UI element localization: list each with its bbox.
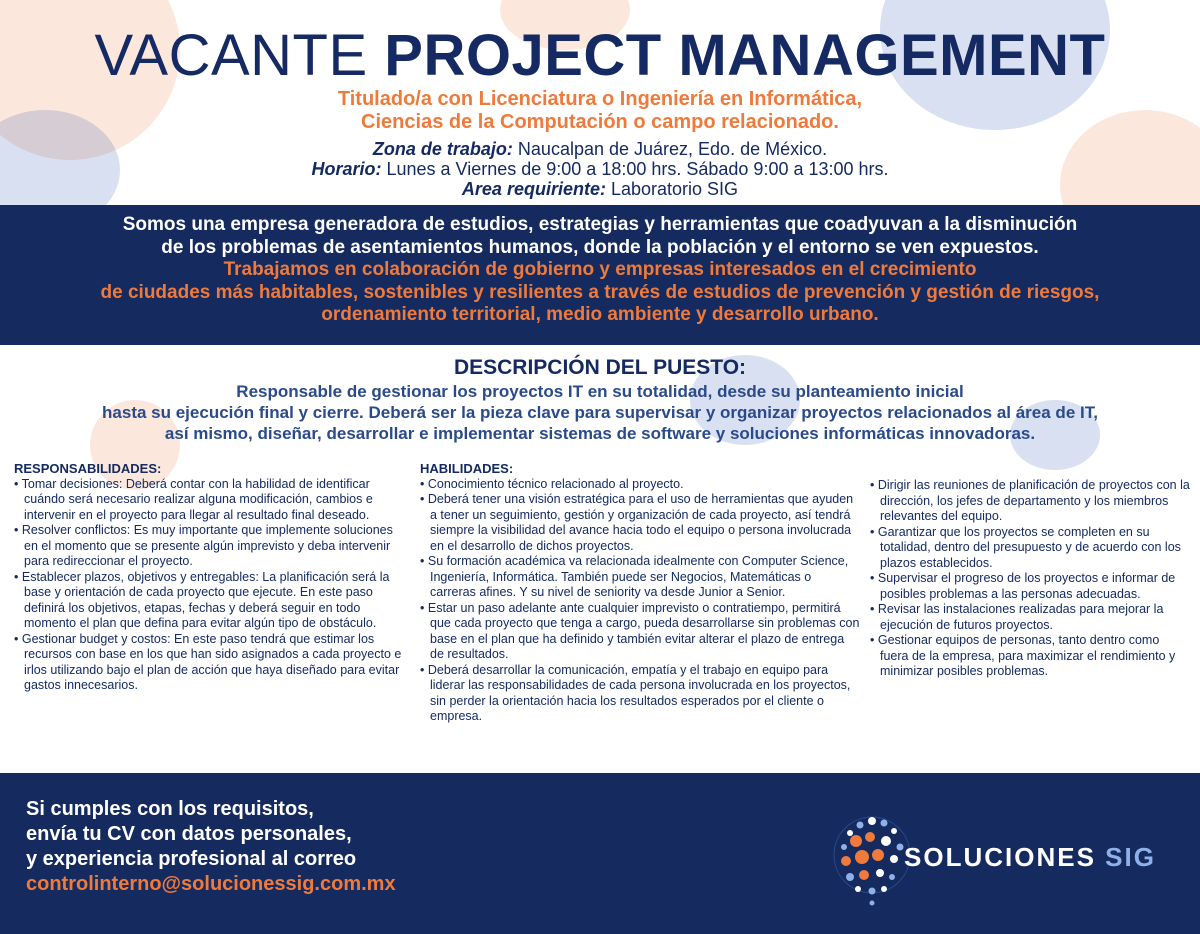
list-item: • Garantizar que los proyectos se completen en su totalidad, dentro del presupuesto y de acuerdo con los plazos establecidos. [870, 525, 1190, 572]
cta-line: Si cumples con los requisitos, [26, 798, 314, 820]
list-item: • Conocimiento técnico relacionado al proyecto. [420, 477, 860, 493]
tareas-column [870, 478, 1190, 680]
header [0, 0, 1200, 205]
description-line: así mismo, diseñar, desarrollar e implementar sistemas de software y soluciones informáticas innovadoras. [164, 424, 1036, 443]
description-line: hasta su ejecución final y cierre. Deberá ser la pieza clave para supervisar y organizar proyectos relacionados al área de IT, [102, 403, 1098, 422]
job-meta [0, 139, 1200, 199]
band-line: de los problemas de asentamientos humanos, donde la población y el entorno se ven expuestos. [161, 236, 1039, 258]
description-title: DESCRIPCIÓN DEL PUESTO: [453, 356, 747, 379]
responsabilidades-column [14, 461, 409, 694]
list-item: • Deberá desarrollar la comunicación, empatía y el trabajo en equipo para liderar las responsabilidades de cada persona involucrada en los proyectos, sin perder la orientación hacia los resultados esperados por el cliente o empresa. [420, 663, 860, 725]
list-item: • Dirigir las reuniones de planificación de proyectos con la dirección, los jefes de departamento y los miembros relevantes del equipo. [870, 478, 1190, 525]
tareas-list [870, 478, 1190, 680]
page-title [0, 22, 1200, 89]
zona-label: Zona de trabajo: [372, 139, 513, 159]
list-item: • Resolver conflictos: Es muy importante que implemente soluciones en el momento que se presente algún imprevisto y deba intervenir para redireccionar el proyecto. [14, 523, 409, 570]
responsabilidades-list [14, 477, 409, 694]
logo-accent: SIG [1105, 842, 1156, 872]
subtitle [0, 88, 1200, 134]
company-logo [832, 795, 1192, 915]
title-bold: PROJECT MANAGEMENT [384, 23, 1106, 88]
logo-text [904, 842, 1156, 873]
band-line: de ciudades más habitables, sostenibles y resilientes a través de estudios de prevención y gestión de riesgos, [100, 281, 1100, 303]
email-link[interactable]: controlinterno@solucionessig.com.mx [26, 873, 396, 895]
area-value: Laboratorio SIG [610, 179, 739, 199]
habilidades-heading: HABILIDADES: [420, 461, 514, 476]
list-item: • Tomar decisiones: Deberá contar con la habilidad de identificar cuándo será necesario realizar alguna modificación, cambios e intervenir en el proyecto para llegar al resultado final deseado. [14, 477, 409, 524]
horario-row [0, 159, 1200, 179]
list-item: • Deberá tener una visión estratégica para el uso de herramientas que ayuden a tener un seguimiento, gestión y organización de cada proyecto, así tendrá siempre la visibilidad del avance hacia todo el equipo o persona involucrada en el desarrollo de dichos proyectos. [420, 492, 860, 554]
subtitle-line: Ciencias de la Computación o campo relacionado. [361, 111, 839, 133]
description-line: Responsable de gestionar los proyectos IT en su totalidad, desde su planteamiento inicial [236, 382, 964, 401]
list-item: • Supervisar el progreso de los proyectos e informar de posibles problemas a las personas adecuadas. [870, 571, 1190, 602]
band-line: ordenamiento territorial, medio ambiente y desarrollo urbano. [321, 304, 879, 325]
zona-value: Naucalpan de Juárez, Edo. de México. [517, 139, 828, 159]
company-band [0, 205, 1200, 345]
habilidades-list [420, 477, 860, 725]
band-line: Trabajamos en colaboración de gobierno y empresas interesados en el crecimiento [223, 259, 977, 280]
list-item: • Revisar las instalaciones realizadas para mejorar la ejecución de futuros proyectos. [870, 602, 1190, 633]
horario-label: Horario: [311, 159, 382, 179]
logo-word: SOLUCIONES [904, 842, 1096, 872]
list-item: • Su formación académica va relacionada idealmente con Computer Science, Ingeniería, Informática. También puede ser Negocios, Matemáticas o carreras afines. Y su nivel de seniority va desde Junior a Senior. [420, 554, 860, 601]
call-to-action [26, 797, 666, 897]
cta-line: envía tu CV con datos personales, [26, 823, 352, 845]
list-item: • Establecer plazos, objetivos y entregables: La planificación será la base y orientación de cada proyecto que ejecute. En este paso definirá los objetivos, etapas, fechas y deberá seguir en todo momento el plan que defina para evitar algún tipo de obstáculo. [14, 570, 409, 632]
habilidades-column [420, 461, 860, 725]
list-item: • Estar un paso adelante ante cualquier imprevisto o contratiempo, permitirá que cada proyecto que tenga a cargo, pueda desarrollarse sin problemas con base en el plan que ha definido y también evitar alterar el plazo de entrega de resultados. [420, 601, 860, 663]
responsabilidades-heading: RESPONSABILIDADES: [14, 461, 162, 476]
list-item: • Gestionar budget y costos: En este paso tendrá que estimar los recursos con base en los que han sido asignados a cada proyecto e irlos utilizando bajo el plan de acción que haya diseñado para evitar gastos innecesarios. [14, 632, 409, 694]
footer [0, 773, 1200, 934]
horario-value: Lunes a Viernes de 9:00 a 18:00 hrs. Sábado 9:00 a 13:00 hrs. [386, 159, 889, 179]
logo-sphere-icon [832, 795, 912, 915]
list-item: • Gestionar equipos de personas, tanto dentro como fuera de la empresa, para maximizar el rendimiento y minimizar posibles problemas. [870, 633, 1190, 680]
title-light: VACANTE [94, 23, 368, 88]
band-line: Somos una empresa generadora de estudios, estrategias y herramientas que coadyuvan a la disminución [122, 214, 1078, 235]
cta-line: y experiencia profesional al correo [26, 848, 357, 870]
zona-row [0, 139, 1200, 159]
subtitle-line: Titulado/a con Licenciatura o Ingeniería en Informática, [337, 88, 863, 110]
description-body [0, 381, 1200, 444]
area-label: Area requiriente: [461, 179, 606, 199]
area-row [0, 179, 1200, 199]
